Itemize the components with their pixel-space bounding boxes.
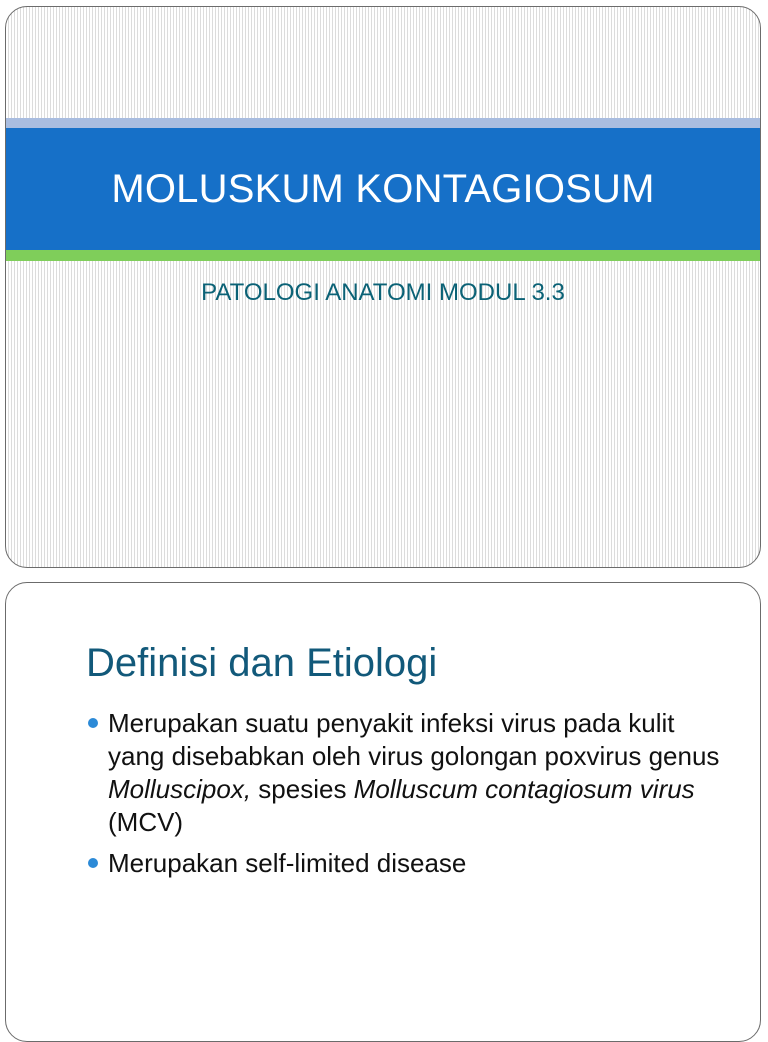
title-band	[6, 128, 760, 250]
bullet-list	[86, 707, 726, 888]
bullet-dot-icon	[88, 858, 98, 868]
bullet-text: Merupakan self-limited disease	[108, 848, 467, 878]
bullet-item-definition	[86, 707, 726, 839]
species-name: Molluscum contagiosum virus	[353, 774, 695, 804]
content-slide	[5, 582, 761, 1042]
genus-name: Molluscipox,	[108, 774, 252, 804]
bullet-text: Merupakan suatu penyakit infeksi virus pada kulit yang disebabkan oleh virus golongan poxvirus genus	[108, 708, 720, 771]
bullet-text: spesies	[251, 774, 354, 804]
bullet-text: (MCV)	[108, 807, 184, 837]
title-band-bottom-stripe	[6, 250, 760, 261]
title-band-top-stripe	[6, 118, 760, 128]
title-slide	[5, 6, 761, 568]
slide-subtitle: PATOLOGI ANATOMI MODUL 3.3	[201, 279, 565, 306]
bullet-item-self-limited	[86, 847, 726, 880]
slide-heading: Definisi dan Etiologi	[86, 641, 438, 685]
bullet-dot-icon	[88, 718, 98, 728]
slide-title: MOLUSKUM KONTAGIOSUM	[111, 166, 655, 211]
